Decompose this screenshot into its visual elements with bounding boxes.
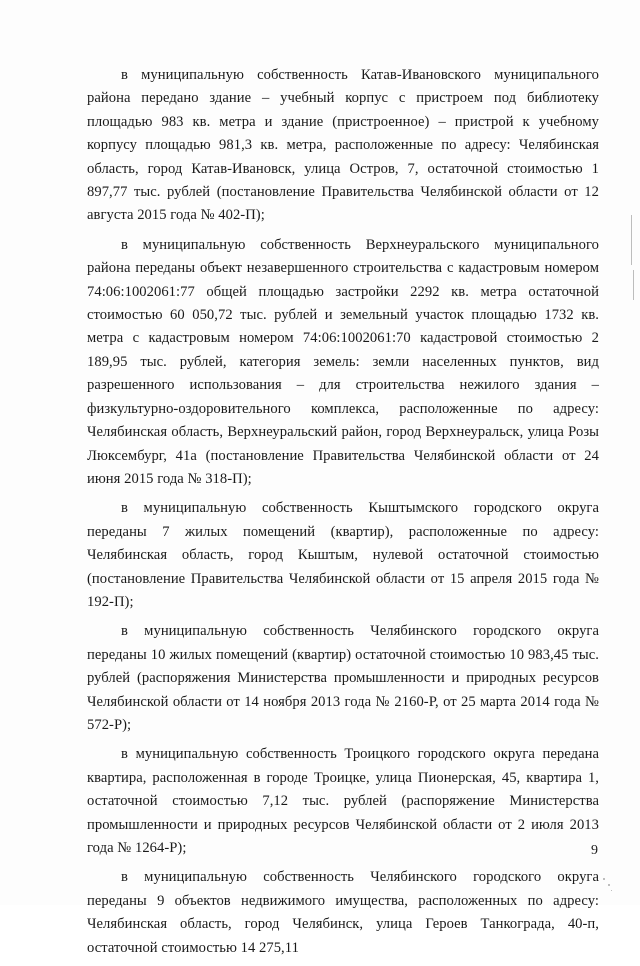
paragraph-kyshtym: в муниципальную собственность Кыштымского городского округа переданы 7 жилых помещений (квартир), расположенные по адресу: Челябинская область, город Кыштым, нулевой остаточной стоимостью (постановление Правительства Челябинской области от 15 апреля 2015 года № 192-П); <box>87 500 599 610</box>
scan-artifact <box>633 270 634 300</box>
page-number: 9 <box>591 843 598 858</box>
paragraph-katav-ivanovsk: в муниципальную собственность Катав-Ивановского муниципального района передано здание – учебный корпус с пристроем под библиотеку площадью 983 кв. метра и здание (пристроенное) – пристрой к учебному корпусу площадью 981,3 кв. метра, расположенные по адресу: Челябинская область, город Катав-Ивановск, улица Остров, 7, остаточной стоимостью 1 897,77 тыс. рублей (постановление Правительства Челябинской области от 12 августа 2015 года № 402-П); <box>87 67 599 224</box>
scan-artifact <box>608 884 610 886</box>
scan-artifact <box>603 878 605 880</box>
document-body <box>87 64 599 966</box>
paragraph-chelyabinsk-apartments: в муниципальную собственность Челябинского городского округа переданы 10 жилых помещений (квартир) остаточной стоимостью 10 983,45 тыс. рублей (распоряжения Министерства промышленности и природных ресурсов Челябинской области от 14 ноября 2013 года № 2160-Р, от 25 марта 2014 года № 572-Р); <box>87 623 599 733</box>
paragraph-chelyabinsk-real-estate: в муниципальную собственность Челябинского городского округа переданы 9 объектов недвижимого имущества, расположенных по адресу: Челябинская область, город Челябинск, улица Героев Танкограда, 40-п, остаточной стоимостью 14 275,11 <box>87 869 599 956</box>
scan-artifact <box>631 215 632 265</box>
paragraph-verkhneuralsk: в муниципальную собственность Верхнеуральского муниципального района переданы объект незавершенного строительства с кадастровым номером 74:06:1002061:77 общей площадью застройки 2292 кв. метра остаточной стоимостью 60 050,72 тыс. рублей и земельный участок площадью 1732 кв. метра с кадастровым номером 74:06:1002061:70 кадастровой стоимостью 2 189,95 тыс. рублей, категория земель: земли населенных пунктов, вид разрешенного использования – для строительства нежилого здания – физкультурно-оздоровительного комплекса, расположенные по адресу: Челябинская область, Верхнеуральский район, город Верхнеуральск, улица Розы Люксембург, 41а (постановление Правительства Челябинской области от 24 июня 2015 года № 318-П); <box>87 236 599 487</box>
paragraph-troitsk: в муниципальную собственность Троицкого городского округа передана квартира, расположенная в городе Троицке, улица Пионерская, 45, квартира 1, остаточной стоимостью 7,12 тыс. рублей (распоряжение Министерства промышленности и природных ресурсов Челябинской области от 2 июля 2013 года № 1264-Р); <box>87 746 599 856</box>
scan-artifact <box>611 890 612 891</box>
